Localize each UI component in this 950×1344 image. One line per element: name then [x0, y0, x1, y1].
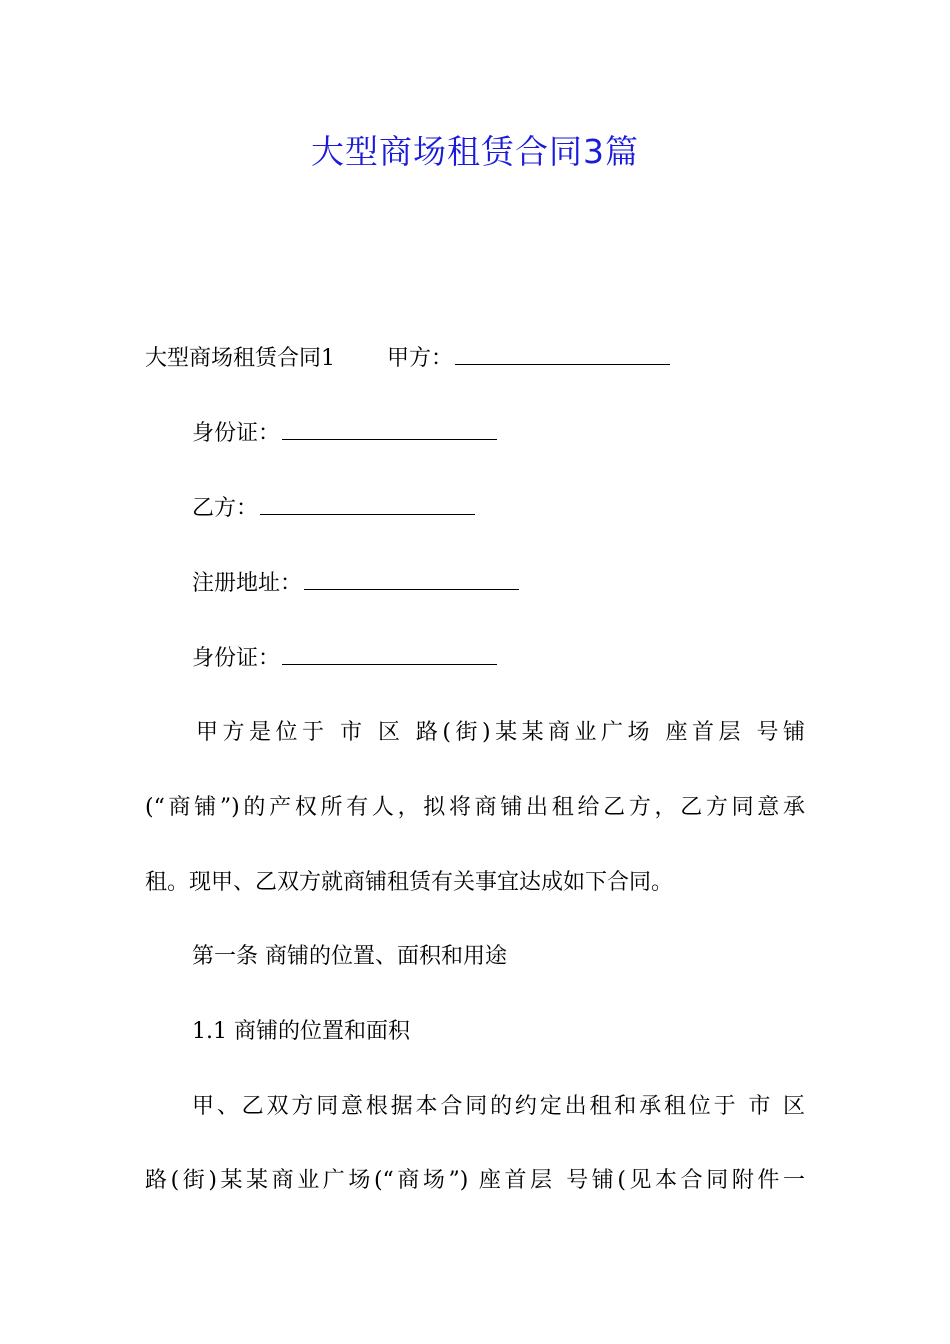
paragraph-2-line-2: 路(街)某某商业广场(“商场”) 座首层 号铺(见本合同附件一	[145, 1168, 805, 1193]
id-blank-1[interactable]	[282, 437, 497, 440]
address-blank[interactable]	[304, 587, 519, 590]
paragraph-2-line-1: 甲、乙双方同意根据本合同的约定出租和承租位于 市 区	[192, 1094, 805, 1119]
address-label: 注册地址：	[192, 571, 303, 596]
paragraph-1-line-3: 租。现甲、乙双方就商铺租赁有关事宜达成如下合同。	[145, 870, 674, 895]
address-line	[192, 569, 519, 599]
party-a-blank[interactable]	[455, 362, 670, 365]
id-line-2	[192, 644, 497, 674]
party-b-line	[192, 494, 475, 524]
document-title: 大型商场租赁合同3篇	[311, 132, 639, 171]
paragraph-1-line-2: (“商铺”)的产权所有人，拟将商铺出租给乙方，乙方同意承	[145, 795, 805, 820]
id-line-1	[192, 419, 497, 449]
party-a-label: 甲方：	[387, 346, 454, 371]
party-b-label: 乙方：	[192, 496, 259, 521]
id-label-2: 身份证：	[192, 646, 281, 671]
party-b-blank[interactable]	[260, 512, 475, 515]
id-blank-2[interactable]	[282, 662, 497, 665]
contract-heading: 大型商场租赁合同1	[145, 346, 335, 371]
contract-heading-line	[145, 344, 670, 374]
id-label-1: 身份证：	[192, 421, 281, 446]
article-1-heading: 第一条 商铺的位置、面积和用途	[192, 944, 507, 969]
section-1-1-heading: 1.1 商铺的位置和面积	[192, 1019, 410, 1044]
paragraph-1-line-1: 甲方是位于 市 区 路(街)某某商业广场 座首层 号铺	[196, 720, 805, 745]
